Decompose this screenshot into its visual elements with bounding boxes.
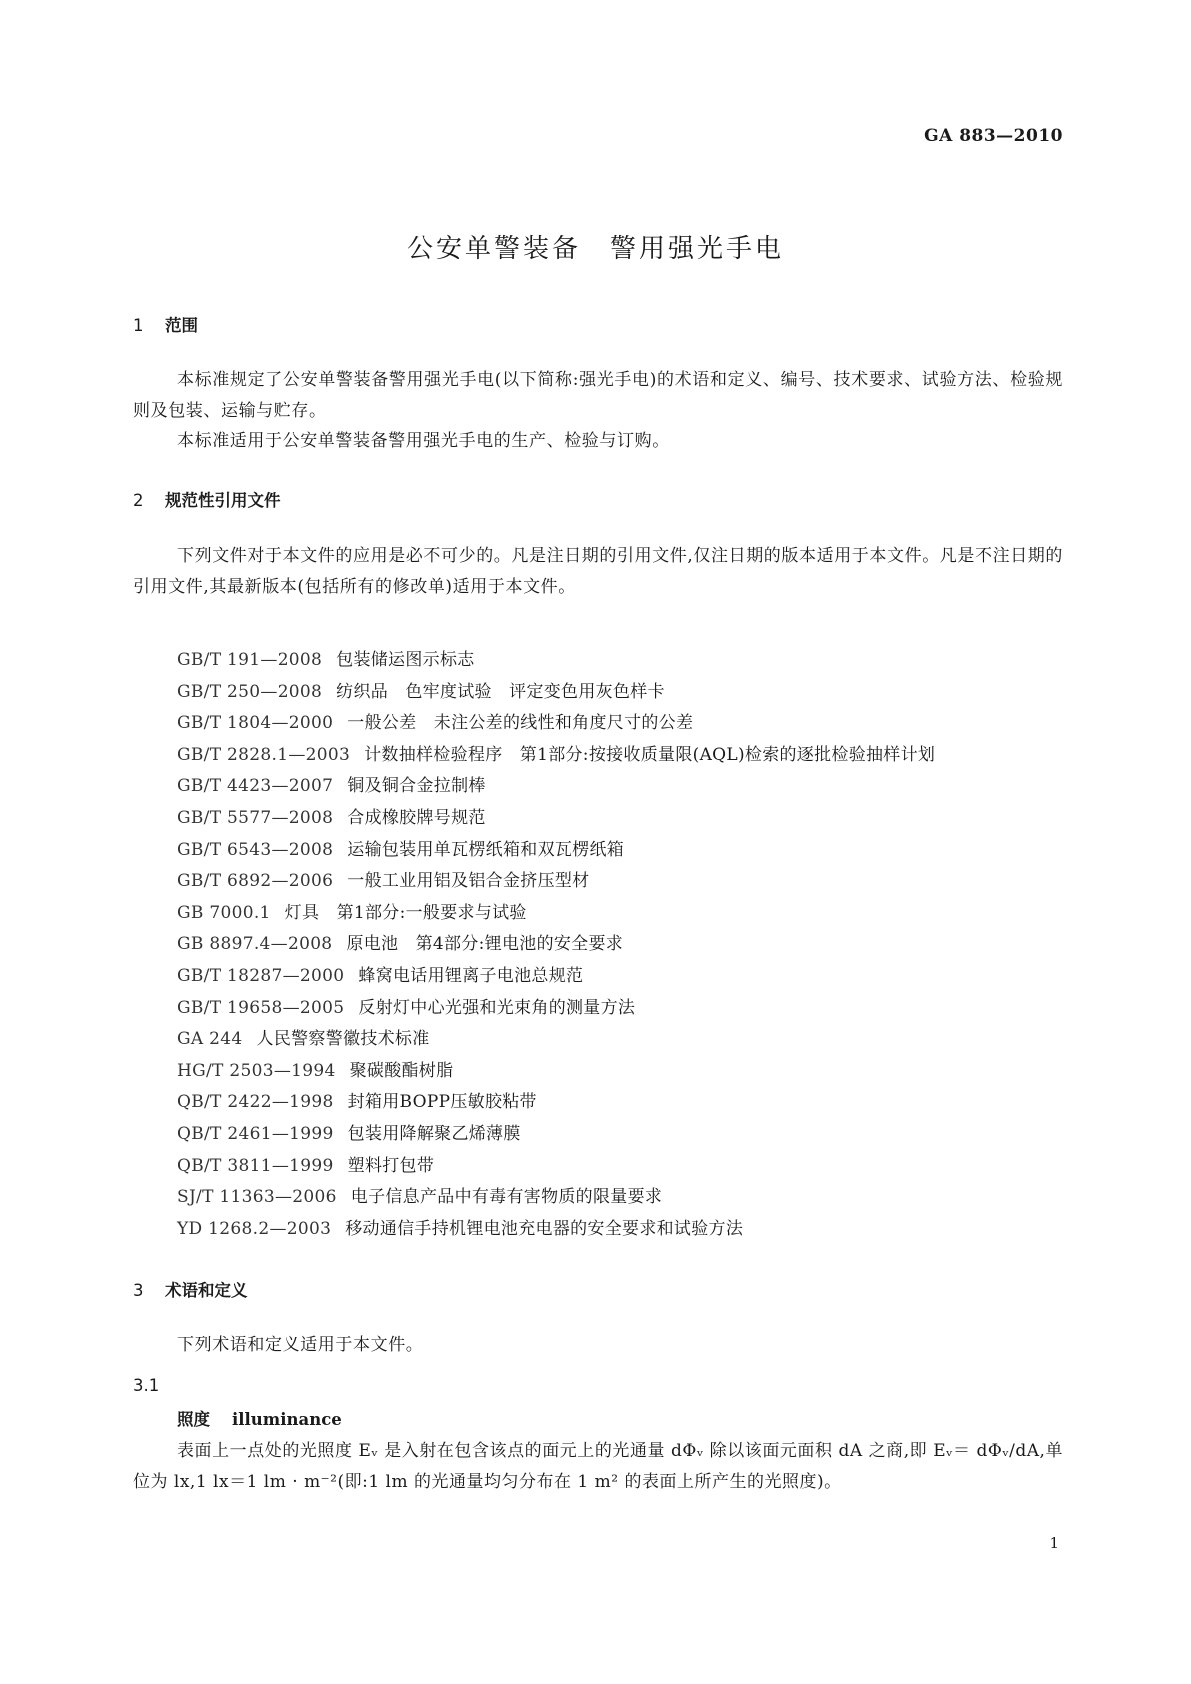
section-3-intro: 下列术语和定义适用于本文件。 xyxy=(177,1335,424,1355)
reference-code: GB/T 4423—2007 xyxy=(177,776,334,797)
term-chinese: 照度 xyxy=(177,1410,210,1429)
reference-title: 电子信息产品中有毒有害物质的限量要求 xyxy=(350,1187,663,1208)
section-1-number: 1 xyxy=(133,316,144,335)
reference-title: 纺织品 色牢度试验 评定变色用灰色样卡 xyxy=(336,681,665,702)
reference-item xyxy=(177,961,935,993)
section-1-title: 范围 xyxy=(165,316,198,335)
reference-code: HG/T 2503—1994 xyxy=(177,1060,336,1081)
reference-code: QB/T 2422—1998 xyxy=(177,1092,334,1113)
reference-code: QB/T 2461—1999 xyxy=(177,1123,334,1144)
section-3-heading xyxy=(133,1277,248,1301)
reference-code: QB/T 3811—1999 xyxy=(177,1155,334,1176)
reference-title: 聚碳酸酯树脂 xyxy=(349,1060,454,1081)
reference-item xyxy=(177,1119,935,1151)
reference-code: GB/T 5577—2008 xyxy=(177,807,334,828)
reference-item xyxy=(177,677,935,709)
reference-title: 灯具 第1部分:一般要求与试验 xyxy=(284,902,527,923)
reference-item xyxy=(177,1056,935,1088)
term-definition: 表面上一点处的光照度 Eᵥ 是入射在包含该点的面元上的光通量 dΦᵥ 除以该面元面积 dA 之商,即 Eᵥ＝ dΦᵥ/dA,单位为 lx,1 lx＝1 lm · m⁻²(即:1 lm 的光通量均匀分布在 1 m² 的表面上所产生的光照度)。 xyxy=(133,1441,1063,1492)
reference-item xyxy=(177,1214,935,1246)
reference-code: GB 8897.4—2008 xyxy=(177,934,333,955)
term-heading xyxy=(177,1406,342,1430)
reference-title: 铜及铜合金拉制棒 xyxy=(347,776,486,797)
reference-title: 合成橡胶牌号规范 xyxy=(347,807,486,828)
reference-item xyxy=(177,866,935,898)
reference-code: GB/T 18287—2000 xyxy=(177,965,345,986)
reference-item xyxy=(177,1087,935,1119)
reference-title: 反射灯中心光强和光束角的测量方法 xyxy=(358,997,636,1018)
reference-item xyxy=(177,645,935,677)
reference-code: GB/T 2828.1—2003 xyxy=(177,744,351,765)
document-title: 公安单警装备 警用强光手电 xyxy=(406,234,784,264)
reference-item xyxy=(177,1151,935,1183)
section-2-number: 2 xyxy=(133,491,144,510)
reference-title: 一般公差 未注公差的线性和角度尺寸的公差 xyxy=(347,713,694,734)
reference-item xyxy=(177,898,935,930)
reference-code: GB/T 250—2008 xyxy=(177,681,323,702)
section-1-heading xyxy=(133,312,198,336)
reference-item xyxy=(177,929,935,961)
reference-title: 蜂窝电话用锂离子电池总规范 xyxy=(358,965,584,986)
reference-item xyxy=(177,708,935,740)
reference-item xyxy=(177,771,935,803)
section-2-heading xyxy=(133,487,281,511)
reference-code: GB/T 191—2008 xyxy=(177,650,323,670)
reference-item xyxy=(177,1182,935,1214)
page-number: 1 xyxy=(1049,1534,1059,1552)
reference-code: GA 244 xyxy=(177,1029,243,1050)
reference-item xyxy=(177,1024,935,1056)
reference-item xyxy=(177,740,935,772)
section-3-title: 术语和定义 xyxy=(165,1281,248,1300)
reference-code: GB/T 6892—2006 xyxy=(177,871,334,892)
section-2-intro: 下列文件对于本文件的应用是必不可少的。凡是注日期的引用文件,仅注日期的版本适用于本文件。凡是不注日期的引用文件,其最新版本(包括所有的修改单)适用于本文件。 xyxy=(133,546,1064,597)
section-3-number: 3 xyxy=(133,1281,144,1300)
reference-title: 人民警察警徽技术标准 xyxy=(256,1029,430,1050)
reference-code: YD 1268.2—2003 xyxy=(177,1218,332,1239)
reference-title: 塑料打包带 xyxy=(347,1155,435,1176)
reference-title: 一般工业用铝及铝合金挤压型材 xyxy=(347,871,590,892)
section-1-paragraph-1: 本标准规定了公安单警装备警用强光手电(以下简称:强光手电)的术语和定义、编号、技术要求、试验方法、检验规则及包装、运输与贮存。 xyxy=(133,370,1063,421)
reference-item xyxy=(177,993,935,1025)
normative-reference-list xyxy=(177,645,935,1245)
reference-title: 包装用降解聚乙烯薄膜 xyxy=(347,1123,521,1144)
reference-code: GB/T 6543—2008 xyxy=(177,839,334,860)
section-2-title: 规范性引用文件 xyxy=(165,491,281,510)
section-1-paragraph-2: 本标准适用于公安单警装备警用强光手电的生产、检验与订购。 xyxy=(177,431,670,451)
reference-title: 原电池 第4部分:锂电池的安全要求 xyxy=(346,934,624,955)
reference-title: 封箱用BOPP压敏胶粘带 xyxy=(347,1092,537,1113)
term-english: illuminance xyxy=(232,1410,342,1429)
reference-title: 包装储运图示标志 xyxy=(336,650,475,670)
document-code: GA 883—2010 xyxy=(924,126,1063,146)
reference-code: GB/T 19658—2005 xyxy=(177,997,345,1018)
reference-title: 计数抽样检验程序 第1部分:按接收质量限(AQL)检索的逐批检验抽样计划 xyxy=(364,744,936,765)
reference-item xyxy=(177,835,935,867)
reference-title: 移动通信手持机锂电池充电器的安全要求和试验方法 xyxy=(345,1218,744,1239)
reference-title: 运输包装用单瓦楞纸箱和双瓦楞纸箱 xyxy=(347,839,625,860)
reference-code: GB/T 1804—2000 xyxy=(177,713,334,734)
reference-code: GB 7000.1 xyxy=(177,902,271,923)
reference-item xyxy=(177,803,935,835)
reference-code: SJ/T 11363—2006 xyxy=(177,1187,337,1208)
clause-number: 3.1 xyxy=(133,1376,160,1395)
